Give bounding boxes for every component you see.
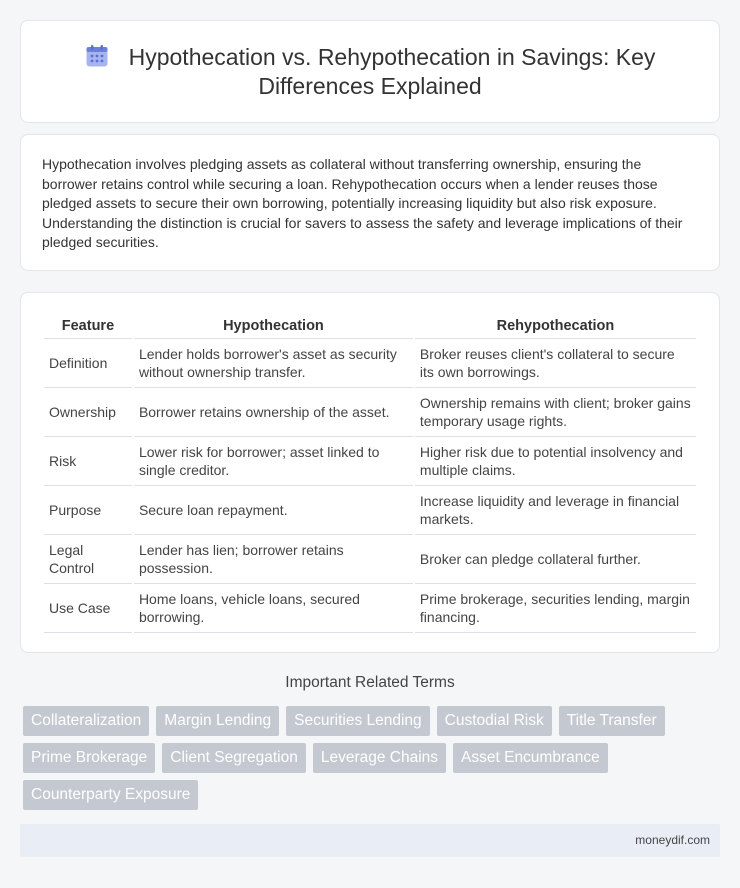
table-header-row (44, 313, 696, 339)
related-terms-list (23, 706, 703, 810)
calendar-icon (85, 44, 109, 68)
header-rehypothecation: Rehypothecation (415, 313, 696, 339)
tag-collateralization[interactable]: Collateralization (23, 706, 149, 736)
row-feature: Definition (44, 339, 132, 388)
table-row (44, 339, 696, 388)
row-rehypothecation: Increase liquidity and leverage in financial markets. (415, 486, 696, 535)
intro-paragraph: Hypothecation involves pledging assets as collateral without transferring ownership, ensuring the borrower retains control while securing a loan. Rehypothecation occurs when a lender reuses those pledged assets to secure their own borrowing, potentially increasing liquidity but also risk exposure. Understanding the distinction is crucial for savers to assess the safety and leverage implications of their pledged securities. (42, 156, 683, 250)
row-rehypothecation: Higher risk due to potential insolvency and multiple claims. (415, 437, 696, 486)
intro-card (20, 134, 720, 271)
tag-client-segregation[interactable]: Client Segregation (162, 743, 306, 773)
page-title: Hypothecation vs. Rehypothecation in Savings: Key Differences Explained (128, 44, 656, 99)
comparison-card (20, 292, 720, 653)
tag-prime-brokerage[interactable]: Prime Brokerage (23, 743, 155, 773)
row-feature: Legal Control (44, 535, 132, 584)
table-row (44, 437, 696, 486)
row-hypothecation: Home loans, vehicle loans, secured borrowing. (134, 584, 413, 633)
row-hypothecation: Borrower retains ownership of the asset. (134, 388, 413, 437)
table-row (44, 486, 696, 535)
comparison-table (42, 313, 698, 633)
footer-bar (20, 824, 720, 857)
row-rehypothecation: Prime brokerage, securities lending, margin financing. (415, 584, 696, 633)
row-rehypothecation: Broker can pledge collateral further. (415, 535, 696, 584)
table-row (44, 535, 696, 584)
related-terms-title: Important Related Terms (285, 674, 455, 691)
footer-site: moneydif.com (635, 833, 710, 847)
row-rehypothecation: Ownership remains with client; broker gains temporary usage rights. (415, 388, 696, 437)
header-feature: Feature (44, 313, 132, 339)
row-feature: Risk (44, 437, 132, 486)
header-hypothecation: Hypothecation (134, 313, 413, 339)
tag-securities-lending[interactable]: Securities Lending (286, 706, 430, 736)
row-hypothecation: Lender holds borrower's asset as security without ownership transfer. (134, 339, 413, 388)
table-row (44, 388, 696, 437)
tag-custodial-risk[interactable]: Custodial Risk (437, 706, 552, 736)
page-title-wrap (21, 43, 719, 101)
row-hypothecation: Lower risk for borrower; asset linked to single creditor. (134, 437, 413, 486)
row-feature: Ownership (44, 388, 132, 437)
row-feature: Purpose (44, 486, 132, 535)
tag-asset-encumbrance[interactable]: Asset Encumbrance (453, 743, 608, 773)
tag-title-transfer[interactable]: Title Transfer (559, 706, 665, 736)
tag-margin-lending[interactable]: Margin Lending (156, 706, 279, 736)
row-hypothecation: Lender has lien; borrower retains possession. (134, 535, 413, 584)
tag-leverage-chains[interactable]: Leverage Chains (313, 743, 446, 773)
tag-counterparty-exposure[interactable]: Counterparty Exposure (23, 780, 198, 810)
table-row (44, 584, 696, 633)
row-feature: Use Case (44, 584, 132, 633)
row-hypothecation: Secure loan repayment. (134, 486, 413, 535)
row-rehypothecation: Broker reuses client's collateral to secure its own borrowings. (415, 339, 696, 388)
title-card (20, 20, 720, 123)
